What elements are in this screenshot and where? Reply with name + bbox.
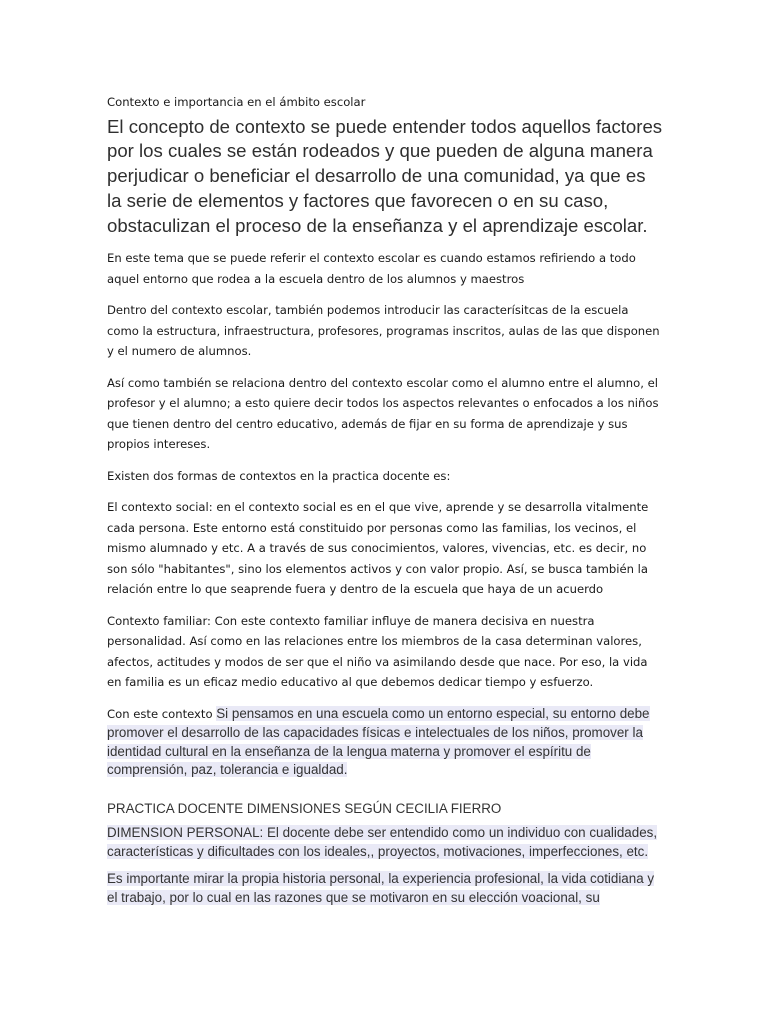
paragraph-historia-personal xyxy=(107,870,663,907)
paragraph-contexto-social: El contexto social: en el contexto social es en el que vive, aprende y se desarrolla vitalmente cada persona. Este entorno está constituido por personas como las familias, los vecinos, el mismo alumnado y etc. A a través de sus conocimientos, valores, vivencias, etc. es decir, no son sólo "habitantes", sino los elementos activos y con valor propio. Así, se busca también la relación entre lo que seaprende fuera y dentro de la escuela que haya de un acuerdo xyxy=(107,500,649,597)
paragraph-formas-contexto: Existen dos formas de contextos en la practica docente es: xyxy=(107,468,451,483)
paragraph-contexto-familiar: Contexto familiar: Con este contexto familiar influye de manera decisiva en nuestra personalidad. Así como en las relaciones entre los miembros de la casa determinan valores, afectos, actitudes y modos de ser que el niño va asimilando desde que nace. Por eso, la vida en familia es un eficaz medio educativo al que debemos dedicar tiempo y esfuerzo. xyxy=(107,613,648,690)
highlighted-text: Si pensamos en una escuela como un entorno especial, su entorno debe promover el desarrollo de las capacidades físicas e intelectuales de los niños, promover la identidad cultural en la enseñanza de la lengua materna y promover el espíritu de comprensión, paz, tolerancia e igualdad. xyxy=(107,705,650,778)
document-page xyxy=(107,92,663,916)
intro-paragraph: El concepto de contexto se puede entender todos aquellos factores por los cuales se están rodeados y que pueden de alguna manera perjudicar o beneficiar el desarrollo de una comunidad, ya que es la serie de elementos y factores que favorecen o en su caso, obstaculizan el proceso de la enseñanza y el aprendizaje escolar. xyxy=(107,115,663,236)
paragraph-con-este-contexto xyxy=(107,704,663,780)
highlighted-dimension-personal: DIMENSION PERSONAL: El docente debe ser entendido como un individuo con cualidades, características y dificultades con los ideales,, proyectos, motivaciones, imperfecciones, etc. xyxy=(107,825,658,859)
document-title: Contexto e importancia en el ámbito escolar xyxy=(107,95,366,109)
paragraph-dimension-personal xyxy=(107,824,663,861)
section-heading: PRACTICA DOCENTE DIMENSIONES SEGÚN CECILIA FIERRO xyxy=(107,800,502,816)
paragraph-lead-text: Con este contexto xyxy=(107,706,217,721)
highlighted-historia-personal: Es importante mirar la propia historia personal, la experiencia profesional, la vida cotidiana y el trabajo, por lo cual en las razones que se motivaron en su elección voacional, su xyxy=(107,871,655,905)
paragraph-caracteristicas: Dentro del contexto escolar, también podemos introducir las caracterísitcas de la escuela como la estructura, infraestructura, profesores, programas inscritos, aulas de las que disponen y el numero de alumnos. xyxy=(107,303,660,359)
paragraph-relacion-alumno: Así como también se relaciona dentro del contexto escolar como el alumno entre el alumno, el profesor y el alumno; a esto quiere decir todos los aspectos relevantes o enfocados a los niños que tienen dentro del centro educativo, además de fijar en su forma de aprendizaje y sus propios intereses. xyxy=(107,375,659,452)
paragraph-escolar-entorno: En este tema que se puede referir el contexto escolar es cuando estamos refiriendo a todo aquel entorno que rodea a la escuela dentro de los alumnos y maestros xyxy=(107,251,636,286)
spacer xyxy=(107,780,663,800)
